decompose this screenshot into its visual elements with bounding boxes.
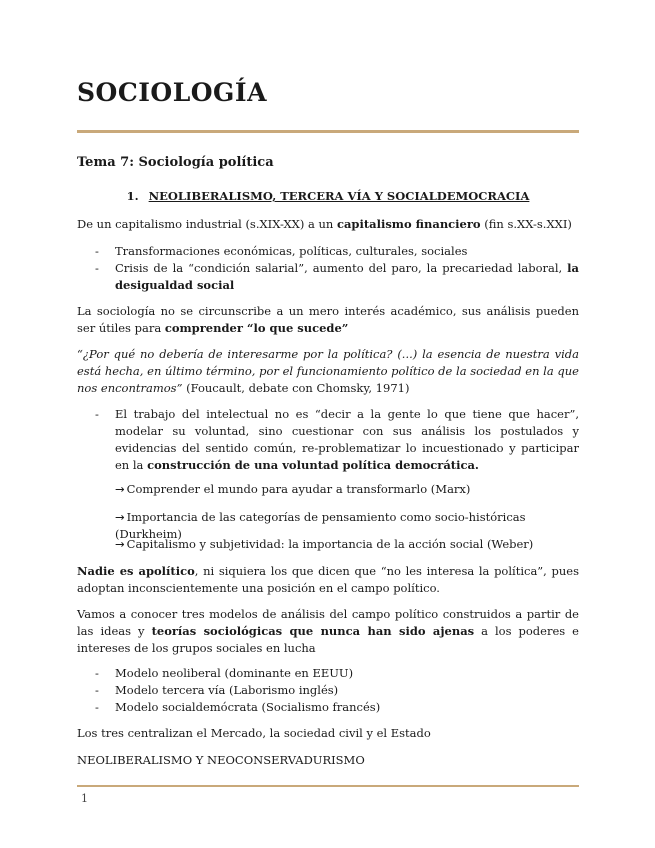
list-item: - Modelo neoliberal (dominante en EEUU) xyxy=(95,666,354,680)
list-transformaciones xyxy=(77,243,579,294)
page-number: 1 xyxy=(81,792,88,805)
title-rule xyxy=(77,130,579,133)
paragraph-centralizan: Los tres centralizan el Mercado, la sociedad civil y el Estado xyxy=(77,726,431,740)
paragraph-sociologia: La sociología no se circunscribe a un mero interés académico, sus análisis pueden ser útiles para comprender “lo que sucede” xyxy=(77,304,579,335)
list-intelectual xyxy=(77,406,579,474)
arrow-item-weber: → Capitalismo y subjetividad: la importancia de la acción social (Weber) xyxy=(115,537,534,551)
paragraph-apolitico: Nadie es apolítico, ni siquiera los que dicen que “no les interesa la política”, pues adoptan inconscientemente una posición en el campo político. xyxy=(77,564,579,595)
arrow-right-icon: → xyxy=(115,510,125,524)
paragraph-neoliberalismo: NEOLIBERALISMO Y NEOCONSERVADURISMO xyxy=(77,753,365,767)
paragraph-modelos: Vamos a conocer tres modelos de análisis del campo político construidos a partir de las ideas y teorías sociológicas que nunca han sido ajenas a los poderes e intereses de los grupos sociales en lucha xyxy=(77,607,579,655)
list-item: - Modelo socialdemócrata (Socialismo francés) xyxy=(95,700,381,714)
footer-rule xyxy=(77,785,579,787)
section-title: NEOLIBERALISMO, TERCERA VÍA Y SOCIALDEMOCRACIA xyxy=(148,189,530,203)
list-modelos xyxy=(77,665,579,716)
arrow-right-icon: → xyxy=(115,482,125,496)
quote-source: (Foucault, debate con Chomsky, 1971) xyxy=(182,381,410,395)
list-item: - Transformaciones económicas, políticas, culturales, sociales xyxy=(95,244,468,258)
list-item: - El trabajo del intelectual no es “decir a la gente lo que tiene que hacer”, modelar su voluntad, sino cuestionar con sus análisis los postulados y evidencias del sentido común, re-problematizar lo incuestionado y participar en la construcción de una voluntad política democrática. xyxy=(95,407,579,472)
document-title: SOCIOLOGÍA xyxy=(77,78,267,107)
foucault-quote: “¿Por qué no debería de interesarme por la política? (...) la esencia de nuestra vida está hecha, en último término, por el funcionamiento político de la sociedad en la que nos encontramos” xyxy=(77,347,579,395)
arrow-right-icon: → xyxy=(115,537,125,551)
arrow-item-marx: → Comprender el mundo para ayudar a transformarlo (Marx) xyxy=(115,482,471,496)
section-number: 1. xyxy=(126,189,139,203)
arrow-item-durkheim: → Importancia de las categorías de pensamiento como socio-históricas (Durkheim) xyxy=(115,510,526,541)
section-heading xyxy=(77,189,579,203)
paragraph-quote xyxy=(77,346,579,397)
list-item: - Crisis de la “condición salarial”, aumento del paro, la precariedad laboral, la desigualdad social xyxy=(95,261,579,292)
topic-heading: Tema 7: Sociología política xyxy=(77,155,274,170)
list-item: - Modelo tercera vía (Laborismo inglés) xyxy=(95,683,339,697)
paragraph-capitalismo: De un capitalismo industrial (s.XIX-XX) a un capitalismo financiero (fin s.XX-s.XXI) xyxy=(77,217,572,231)
